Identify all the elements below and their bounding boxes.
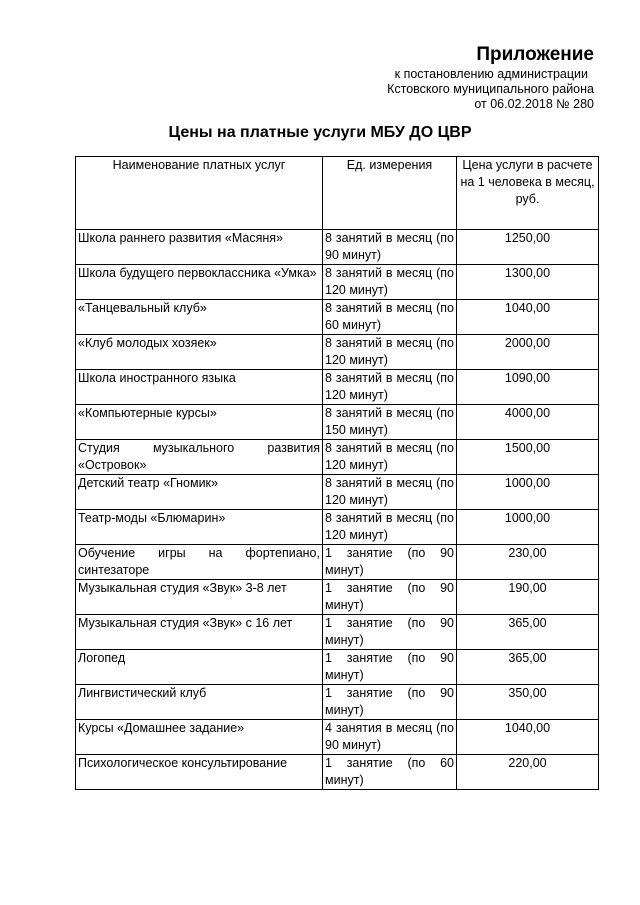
table-row: [76, 685, 599, 720]
unit-cell: 1 занятие (по 90 минут): [323, 685, 457, 720]
unit-cell: 8 занятий в месяц (по 90 минут): [323, 230, 457, 265]
header-unit: Ед. измерения: [323, 157, 457, 230]
header-row: [76, 157, 599, 230]
service-name-cell: Школа будущего первоклассника «Умка»: [76, 265, 323, 300]
unit-cell: 8 занятий в месяц (по 120 минут): [323, 370, 457, 405]
table-row: [76, 720, 599, 755]
service-name-cell: «Клуб молодых хозяек»: [76, 335, 323, 370]
service-name-cell: Лингвистический клуб: [76, 685, 323, 720]
service-name-cell: Обучение игры на фортепиано, синтезаторе: [76, 545, 323, 580]
table-row: [76, 475, 599, 510]
table-row: [76, 650, 599, 685]
price-cell: 1040,00: [457, 300, 599, 335]
price-cell: 1250,00: [457, 230, 599, 265]
unit-cell: 8 занятий в месяц (по 120 минут): [323, 265, 457, 300]
service-name-cell: Музыкальная студия «Звук» 3-8 лет: [76, 580, 323, 615]
unit-cell: 1 занятие (по 90 минут): [323, 615, 457, 650]
table-row: [76, 545, 599, 580]
service-name-cell: Детский театр «Гномик»: [76, 475, 323, 510]
appendix-subtitle-line-3: от 06.02.2018 № 280: [474, 97, 594, 111]
unit-cell: 8 занятий в месяц (по 150 минут): [323, 405, 457, 440]
service-name-cell: Логопед: [76, 650, 323, 685]
price-cell: 1500,00: [457, 440, 599, 475]
unit-cell: 8 занятий в месяц (по 120 минут): [323, 335, 457, 370]
service-name-cell: Школа раннего развития «Масяня»: [76, 230, 323, 265]
price-cell: 190,00: [457, 580, 599, 615]
price-cell: 220,00: [457, 755, 599, 790]
price-cell: 1300,00: [457, 265, 599, 300]
unit-cell: 1 занятие (по 90 минут): [323, 650, 457, 685]
price-cell: 1090,00: [457, 370, 599, 405]
price-cell: 1000,00: [457, 475, 599, 510]
service-name-cell: Курсы «Домашнее задание»: [76, 720, 323, 755]
document-title: Цены на платные услуги МБУ ДО ЦВР: [168, 124, 472, 141]
price-cell: 230,00: [457, 545, 599, 580]
table-row: [76, 580, 599, 615]
service-name-cell: «Компьютерные курсы»: [76, 405, 323, 440]
service-name-cell: Школа иностранного языка: [76, 370, 323, 405]
unit-cell: 8 занятий в месяц (по 120 минут): [323, 475, 457, 510]
service-name-cell: Театр-моды «Блюмарин»: [76, 510, 323, 545]
unit-cell: 8 занятий в месяц (по 60 минут): [323, 300, 457, 335]
service-name-cell: Музыкальная студия «Звук» с 16 лет: [76, 615, 323, 650]
service-name-cell: «Танцевальный клуб»: [76, 300, 323, 335]
price-cell: 4000,00: [457, 405, 599, 440]
price-cell: 365,00: [457, 615, 599, 650]
appendix-subtitle-line-2: Кстовского муниципального района: [387, 82, 594, 96]
unit-cell: 1 занятие (по 90 минут): [323, 580, 457, 615]
header-price: Цена услуги в расчете на 1 человека в месяц, руб.: [457, 157, 599, 230]
service-name-cell: Психологическое консультирование: [76, 755, 323, 790]
price-cell: 1040,00: [457, 720, 599, 755]
unit-cell: 4 занятия в месяц (по 90 минут): [323, 720, 457, 755]
unit-cell: 1 занятие (по 90 минут): [323, 545, 457, 580]
unit-cell: 8 занятий в месяц (по 120 минут): [323, 440, 457, 475]
table-row: [76, 265, 599, 300]
unit-cell: 8 занятий в месяц (по 120 минут): [323, 510, 457, 545]
price-table-header: [76, 157, 599, 230]
table-row: [76, 300, 599, 335]
table-row: [76, 615, 599, 650]
appendix-subtitle-line-1: к постановлению администрации: [394, 67, 588, 81]
table-row: [76, 335, 599, 370]
price-table-body: [76, 230, 599, 790]
price-table: [75, 156, 599, 790]
table-row: [76, 370, 599, 405]
unit-cell: 1 занятие (по 60 минут): [323, 755, 457, 790]
price-cell: 365,00: [457, 650, 599, 685]
table-row: [76, 510, 599, 545]
table-row: [76, 440, 599, 475]
price-cell: 350,00: [457, 685, 599, 720]
header-service-name: Наименование платных услуг: [76, 157, 323, 230]
price-cell: 1000,00: [457, 510, 599, 545]
service-name-cell: Студия музыкального развития «Островок»: [76, 440, 323, 475]
appendix-title: Приложение: [476, 44, 594, 65]
table-row: [76, 230, 599, 265]
table-row: [76, 405, 599, 440]
table-row: [76, 755, 599, 790]
price-cell: 2000,00: [457, 335, 599, 370]
